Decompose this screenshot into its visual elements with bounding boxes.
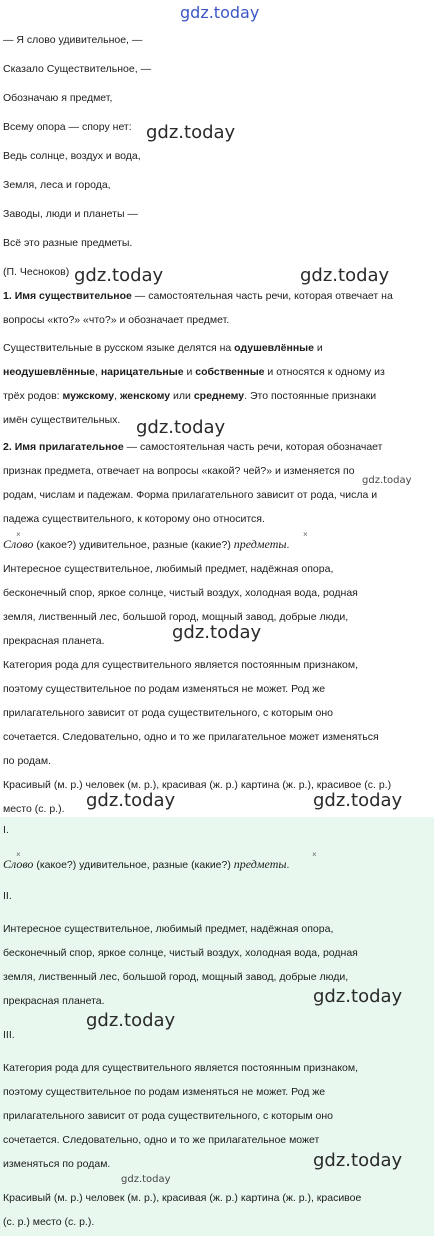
watermark: gdz.today (74, 265, 164, 286)
example-text: прекрасная планета. (3, 635, 105, 647)
example-text: Интересное существительное, любимый предмет, надёжная опора, (3, 563, 334, 575)
section-number: II. (3, 890, 12, 902)
noun-classes: неодушевлённые, нарицательные и собственные и относятся к одному из (3, 366, 385, 378)
watermark: gdz.today (362, 475, 412, 486)
watermark: gdz.today (86, 1010, 176, 1031)
poem-line: Заводы, люди и планеты — (3, 208, 138, 220)
noun-classes: трёх родов: мужскому, женскому или среднему. Это постоянные признаки (3, 390, 377, 402)
answer-text: Интересное существительное, любимый предмет, надёжная опора, (3, 923, 334, 935)
poem-line: Земля, леса и города, (3, 179, 111, 191)
answer-text: Категория рода для существительного является постоянным признаком, (3, 1062, 359, 1074)
example-text: по родам. (3, 755, 51, 767)
watermark: gdz.today (86, 790, 176, 811)
example-sentence: Слово (какое?) удивительное, разные (какие?) предметы. (3, 537, 290, 551)
noun-classes: Существительные в русском языке делятся на одушевлённые и (3, 342, 323, 354)
watermark: gdz.today (146, 122, 236, 143)
answer-text: изменяться по родам. (3, 1158, 111, 1170)
poem-line: Обозначаю я предмет, (3, 92, 113, 104)
section-number: I. (3, 824, 9, 836)
watermark: gdz.today (136, 417, 226, 438)
answer-text: (с. р.) место (с. р.). (3, 1216, 95, 1228)
answer-text: поэтому существительное по родам изменяться не может. Род же (3, 1086, 326, 1098)
example-text: бесконечный спор, яркое солнце, чистый воздух, холодная вода, родная (3, 587, 358, 599)
stress-mark-icon: × (16, 530, 21, 539)
adjective-definition: 2. Имя прилагательное — самостоятельная часть речи, которая обозначает (3, 441, 383, 453)
answer-text: сочетается. Следовательно, одно и то же прилагательное может (3, 1134, 320, 1146)
example-text: прилагательного зависит от рода существительного, с которым оно (3, 707, 334, 719)
stress-mark-icon: × (303, 530, 308, 539)
poem-line: Сказало Существительное, — (3, 63, 152, 75)
adjective-definition: родам, числам и падежам. Форма прилагательного зависит от рода, числа и (3, 489, 378, 501)
example-text: Категория рода для существительного является постоянным признаком, (3, 659, 359, 671)
stress-mark-icon: × (16, 850, 21, 859)
example-sentence: Слово (какое?) удивительное, разные (какие?) предметы. (3, 857, 290, 871)
poem-line: Всему опора — спору нет: (3, 121, 132, 133)
adjective-definition: падежа существительного, к которому оно относится. (3, 513, 265, 525)
poem-line: Всё это разные предметы. (3, 237, 133, 249)
answer-text: Красивый (м. р.) человек (м. р.), красивая (ж. р.) картина (ж. р.), красивое (3, 1192, 362, 1204)
example-text: место (с. р.). (3, 803, 65, 815)
noun-classes: имён существительных. (3, 414, 121, 426)
noun-definition: вопросы «кто?» «что?» и обозначает предмет. (3, 314, 230, 326)
adjective-definition: признак предмета, отвечает на вопросы «какой? чей?» и изменяется по (3, 465, 355, 477)
noun-definition: 1. Имя существительное — самостоятельная часть речи, которая отвечает на (3, 290, 393, 302)
poem-line: Ведь солнце, воздух и вода, (3, 150, 141, 162)
example-text: Красивый (м. р.) человек (м. р.), красивая (ж. р.) картина (ж. р.), красивое (с. р.) (3, 779, 392, 791)
watermark: gdz.today (313, 986, 403, 1007)
header-watermark: gdz.today (180, 3, 260, 22)
watermark: gdz.today (313, 1150, 403, 1171)
answer-text: прекрасная планета. (3, 995, 105, 1007)
example-text: сочетается. Следовательно, одно и то же прилагательное может изменяться (3, 731, 379, 743)
poem-author: (П. Чесноков) (3, 266, 70, 278)
watermark: gdz.today (313, 790, 403, 811)
example-text: земля, лиственный лес, большой город, мощный завод, добрые люди, (3, 611, 349, 623)
poem-line: — Я слово удивительное, — (3, 34, 143, 46)
answer-text: бесконечный спор, яркое солнце, чистый воздух, холодная вода, родная (3, 947, 358, 959)
watermark: gdz.today (172, 622, 262, 643)
watermark: gdz.today (300, 265, 390, 286)
example-text: поэтому существительное по родам изменяться не может. Род же (3, 683, 326, 695)
answer-block (0, 817, 434, 1236)
watermark: gdz.today (121, 1174, 171, 1185)
section-number: III. (3, 1029, 15, 1041)
answer-text: земля, лиственный лес, большой город, мощный завод, добрые люди, (3, 971, 349, 983)
answer-text: прилагательного зависит от рода существительного, с которым оно (3, 1110, 334, 1122)
stress-mark-icon: × (312, 850, 317, 859)
